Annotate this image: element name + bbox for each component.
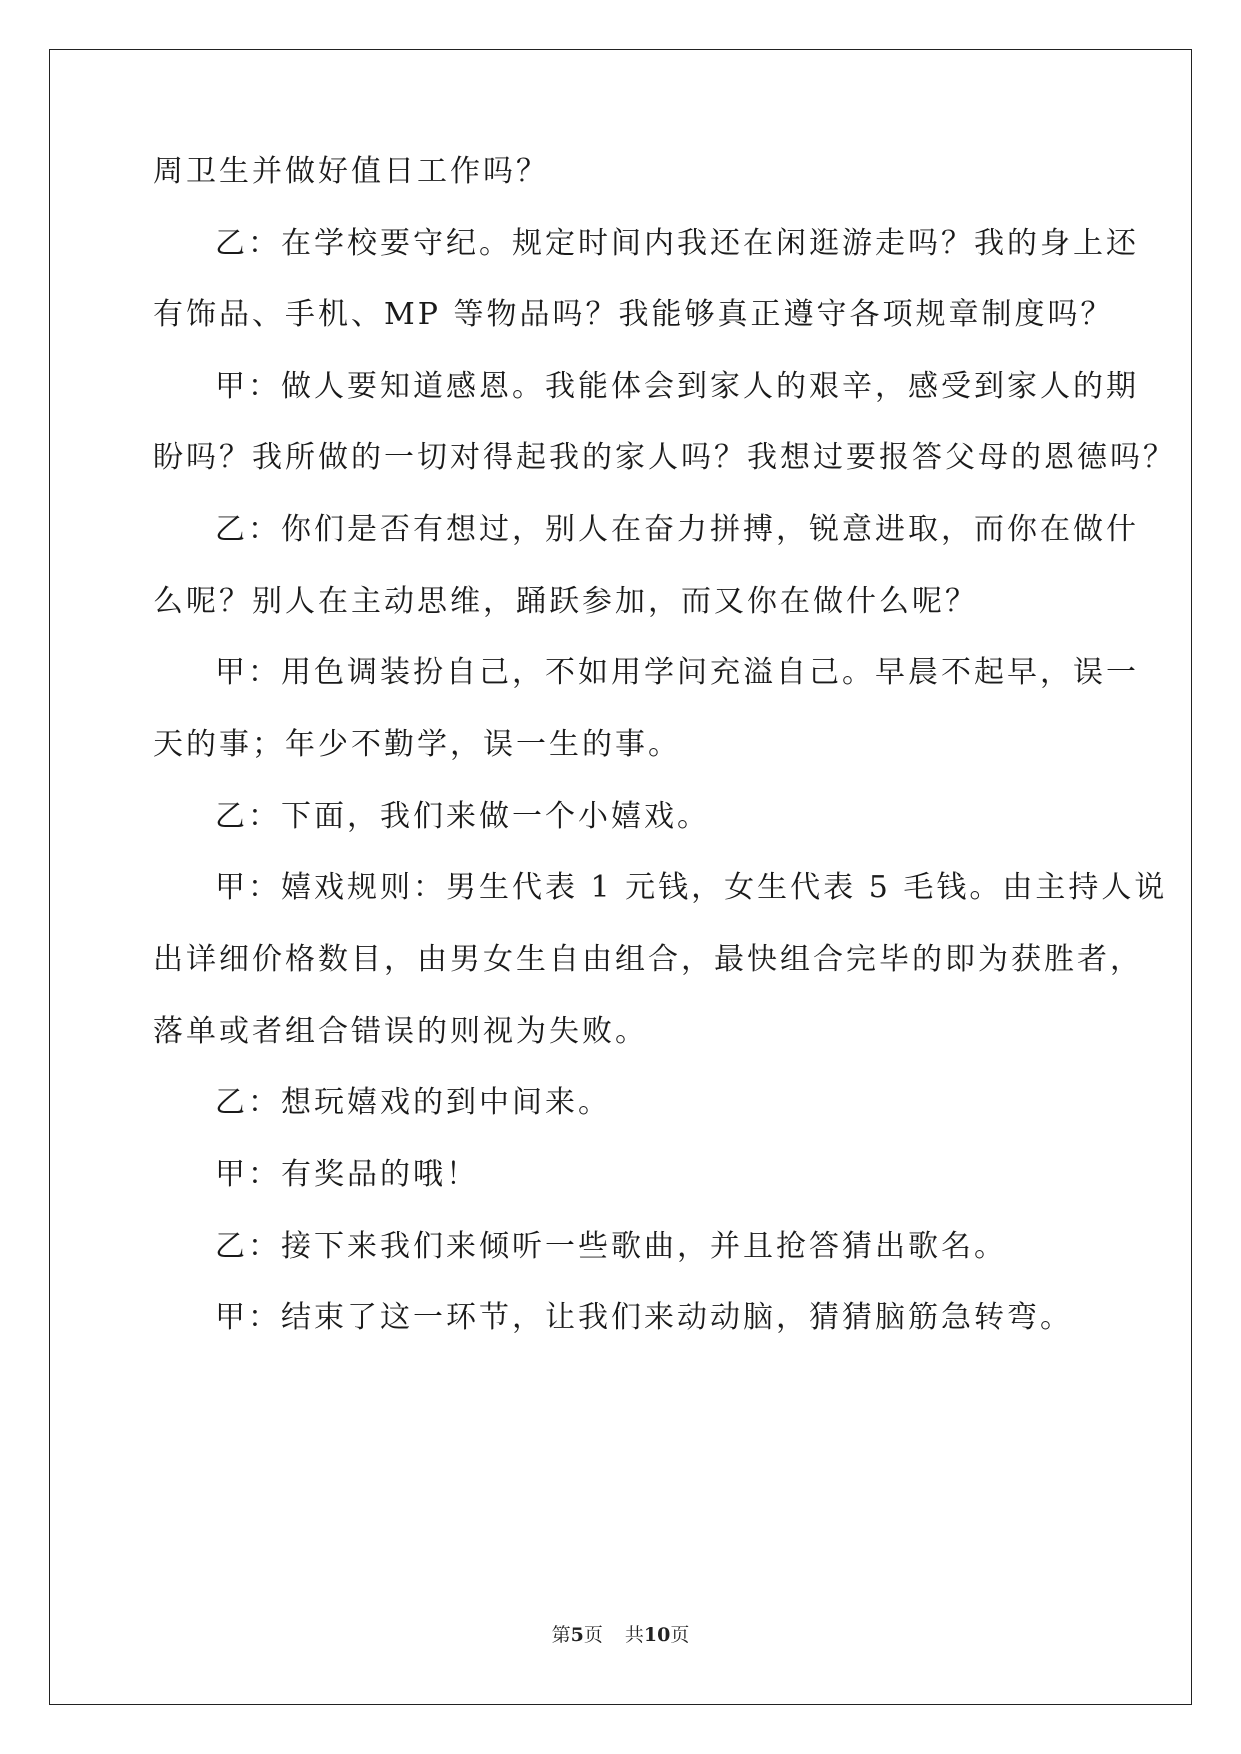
text-line: 落单或者组合错误的则视为失败。 <box>153 1014 648 1049</box>
dialogue-paragraph-line: 乙：想玩嬉戏的到中间来。 <box>215 1085 611 1120</box>
page-current-number: 5 <box>570 1624 584 1646</box>
dialogue-paragraph-line: 甲：做人要知道感恩。我能体会到家人的艰辛，感受到家人的期 <box>215 369 1139 404</box>
text-line: 么呢？别人在主动思维，踊跃参加，而又你在做什么呢？ <box>153 584 978 619</box>
text-line: 有饰品、手机、MP 等物品吗？我能够真正遵守各项规章制度吗？ <box>153 297 1114 332</box>
text-line: 天的事；年少不勤学，误一生的事。 <box>153 727 681 762</box>
page-total-number: 10 <box>643 1624 671 1646</box>
total-suffix: 页 <box>670 1624 690 1646</box>
dialogue-paragraph-line: 乙：在学校要守纪。规定时间内我还在闲逛游走吗？我的身上还 <box>215 226 1139 261</box>
dialogue-paragraph-line: 乙：你们是否有想过，别人在奋力拼搏，锐意进取，而你在做什 <box>215 512 1139 547</box>
dialogue-paragraph-line: 甲：结束了这一环节，让我们来动动脑，猜猜脑筋急转弯。 <box>215 1300 1073 1335</box>
dialogue-paragraph-line: 乙：下面，我们来做一个小嬉戏。 <box>215 799 710 834</box>
dialogue-paragraph-line: 甲：用色调装扮自己，不如用学问充溢自己。早晨不起早，误一 <box>215 655 1139 690</box>
dialogue-paragraph-line: 甲：嬉戏规则：男生代表 1 元钱，女生代表 5 毛钱。由主持人说 <box>215 870 1168 905</box>
page-footer <box>0 1622 1241 1648</box>
page-suffix: 页 <box>583 1624 603 1646</box>
text-line: 周卫生并做好值日工作吗？ <box>153 154 549 189</box>
dialogue-paragraph-line: 乙：接下来我们来倾听一些歌曲，并且抢答猜出歌名。 <box>215 1229 1007 1264</box>
text-line: 出详细价格数目，由男女生自由组合，最快组合完毕的即为获胜者， <box>153 942 1143 977</box>
dialogue-paragraph-line: 甲：有奖品的哦！ <box>215 1157 479 1192</box>
page-prefix: 第 <box>551 1624 571 1646</box>
text-line: 盼吗？我所做的一切对得起我的家人吗？我想过要报答父母的恩德吗？ <box>153 440 1176 475</box>
total-prefix: 共 <box>624 1624 644 1646</box>
